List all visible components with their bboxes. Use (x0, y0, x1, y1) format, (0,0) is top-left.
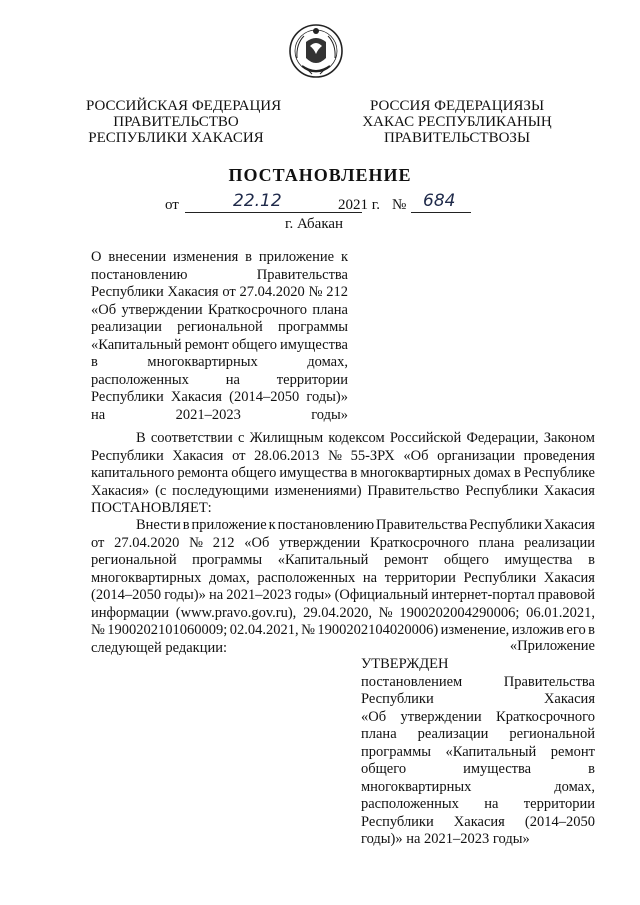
word: «Об (91, 301, 117, 318)
word: региональной (177, 319, 263, 335)
body-line (91, 587, 595, 605)
word: домах, (307, 354, 348, 370)
approval-line (361, 796, 595, 814)
word: реализации (91, 319, 162, 335)
word: ремонта (177, 465, 229, 481)
word: организации (437, 447, 515, 464)
word: правовой (537, 587, 595, 603)
word: от (91, 534, 105, 551)
word: Хакасия (170, 389, 222, 405)
date-underline (185, 212, 362, 213)
word: Законом (543, 430, 595, 446)
word: многоквартирных (147, 354, 258, 370)
subject-line (91, 407, 348, 425)
body-line (91, 552, 595, 570)
word: «Об (361, 708, 387, 725)
word: на (208, 587, 224, 603)
word: Правительства (503, 673, 595, 690)
word: изложив (511, 622, 564, 638)
word: 28.06.2013 (254, 447, 320, 464)
word: «Капитальный (91, 336, 182, 353)
word: на (91, 406, 106, 423)
header-right-line: ПРАВИТЕЛЬСТВОЗЫ (383, 130, 531, 146)
word: Республики (361, 813, 434, 830)
word: 55-ЗРХ (350, 447, 395, 464)
word: 1900202004290006; (399, 604, 520, 621)
word: плана (312, 301, 348, 318)
number-label: № (392, 197, 407, 213)
word: домах (473, 465, 511, 481)
word: годы» (294, 587, 332, 603)
body-line: следующей редакции: (91, 639, 228, 656)
body-line (91, 430, 595, 448)
approval-line (361, 779, 595, 797)
word: приложение (191, 517, 267, 533)
word: 1900202104020006) (317, 622, 439, 638)
word: постановлением (361, 673, 463, 690)
word: 1900202101060009; (107, 622, 228, 638)
approval-block (361, 656, 595, 849)
word: на (225, 371, 240, 388)
approval-line (361, 761, 595, 779)
body-line: ПОСТАНОВЛЯЕТ: (91, 500, 212, 516)
header-right-line: ХАКАС РЕСПУБЛИКАНЫҢ (362, 114, 552, 130)
word: общего (231, 336, 277, 353)
word: Республики (91, 284, 164, 300)
date-year: 2021 г. (338, 197, 380, 213)
word: многоквартирных (360, 465, 471, 481)
word: Правительство (367, 482, 460, 499)
word: общего (443, 552, 489, 568)
word: плана (478, 534, 515, 551)
word: № (301, 622, 315, 638)
word: постановлению (91, 266, 188, 283)
word: В (136, 430, 146, 446)
word: в (350, 465, 358, 481)
word: Хакасия (543, 691, 595, 707)
word: реализации (524, 534, 595, 551)
word: проведения (523, 447, 595, 464)
word: 27.04.2020 (114, 534, 180, 551)
word: в (588, 761, 595, 777)
word: Республики (361, 691, 434, 707)
word: к (340, 249, 348, 265)
header-right-line: РОССИЯ ФЕДЕРАЦИЯЗЫ (369, 98, 545, 114)
word: изменение, (440, 622, 510, 638)
word: ремонт (184, 336, 229, 353)
approval-line (361, 726, 595, 744)
word: Внести (136, 517, 181, 533)
word: от (222, 284, 236, 300)
date-from-label: от (165, 197, 179, 213)
word: № (308, 284, 323, 300)
word: 29.04.2020, (303, 604, 372, 621)
word: № (328, 447, 342, 464)
body-paragraph-2 (91, 517, 595, 657)
approval-line (361, 674, 595, 692)
header-left-line: РОССИЙСКАЯ ФЕДЕРАЦИЯ (86, 98, 282, 114)
word: региональной (509, 726, 595, 742)
word: расположенных (361, 796, 459, 812)
word: годы)» (306, 389, 348, 405)
word: общего (361, 761, 407, 777)
word: приложение (258, 249, 335, 265)
word: в (245, 249, 253, 265)
subject-line (91, 249, 348, 267)
word: Республики (465, 482, 539, 499)
word: 02.04.2021, (229, 622, 299, 638)
word: Республики (91, 389, 164, 405)
subject-line (91, 302, 348, 320)
word: программы (361, 743, 431, 760)
word: (Официальный (334, 587, 429, 603)
word: «Об (403, 447, 429, 464)
body-line (91, 448, 595, 466)
word: домах, (208, 569, 250, 586)
approval-line: годы)» на 2021–2023 годы» (361, 831, 530, 847)
header-left-line: РЕСПУБЛИКИ ХАКАСИЯ (88, 130, 264, 146)
word: Республике (523, 465, 595, 481)
word: Краткосрочного (370, 534, 469, 551)
word: соответствии (150, 430, 233, 446)
word: программы (278, 319, 348, 335)
word: территории (276, 371, 348, 388)
word: (2014–2050 (91, 587, 162, 603)
word: в (588, 622, 595, 638)
word: «Об (244, 534, 270, 551)
approval-line (361, 709, 595, 727)
word: Республики (469, 517, 542, 533)
word: годы)» (164, 587, 206, 603)
word: Жилищным (249, 430, 324, 446)
word: имущества (463, 761, 532, 777)
approval-line (361, 744, 595, 762)
word: ремонт (384, 552, 429, 568)
handwritten-date: 22.12 (233, 191, 282, 211)
word: 27.04.2020 (239, 284, 305, 300)
word: утверждении (279, 534, 361, 551)
approval-line (361, 691, 595, 709)
word: в (91, 354, 98, 370)
word: (с (155, 482, 167, 499)
word: О (91, 249, 102, 265)
body-line (91, 570, 595, 588)
word: «Капитальный (277, 552, 369, 568)
body-line (91, 465, 595, 483)
subject-line (91, 372, 348, 390)
word: постановлению (277, 517, 375, 533)
word: с (237, 430, 245, 446)
word: Хакасия (172, 447, 224, 464)
word: расположенных (91, 371, 189, 388)
word: территории (384, 569, 456, 586)
word: № (91, 622, 105, 638)
word: на (362, 569, 378, 586)
word: на (484, 796, 499, 812)
header-left-line: ПРАВИТЕЛЬСТВО (113, 114, 239, 130)
appendix-label: «Приложение (509, 638, 595, 654)
word: (2014–2050 (229, 389, 300, 405)
word: утверждении (121, 301, 203, 318)
word: Республики (91, 447, 164, 464)
word: в (513, 465, 521, 481)
word: капитального (91, 465, 175, 481)
city-label: г. Абакан (285, 216, 344, 232)
word: Хакасия (543, 482, 595, 499)
word: Хакасия (453, 813, 505, 830)
word: № (378, 604, 393, 621)
subject-line (91, 284, 348, 302)
word: плана (361, 726, 397, 742)
subject-line (91, 267, 348, 285)
word: реализации (417, 726, 489, 742)
word: кодексом (328, 430, 385, 446)
subject-line (91, 354, 348, 372)
word: многоквартирных (91, 569, 202, 586)
word: общего (231, 465, 277, 481)
word: информации (91, 604, 169, 621)
word: (2014–2050 (524, 813, 595, 830)
subject-block (91, 249, 348, 424)
number-underline (411, 212, 471, 213)
word: Краткосрочного (496, 708, 595, 725)
body-line (91, 517, 595, 535)
word: имущества (279, 336, 348, 353)
body-paragraph-1 (91, 430, 595, 518)
word: 2021–2023 (175, 406, 241, 423)
word: годы» (311, 406, 348, 423)
word: в (588, 552, 595, 568)
word: Хакасия» (91, 482, 150, 499)
word: «Капитальный (445, 743, 537, 760)
word: программы (192, 552, 263, 568)
word: 06.01.2021, (526, 604, 595, 621)
word: имущества (504, 552, 573, 568)
word: расположенных (257, 569, 356, 586)
approval-line: УТВЕРЖДЕН (361, 656, 449, 672)
word: внесении (108, 249, 167, 265)
word: изменениями) (274, 482, 362, 499)
word: Республики (463, 569, 537, 586)
header-right-block (362, 98, 552, 146)
word: Правительства (256, 266, 348, 283)
coat-of-arms-icon (288, 22, 344, 80)
word: интернет-портал (431, 587, 535, 603)
subject-line (91, 337, 348, 355)
word: региональной (91, 552, 177, 568)
word: Хакасия (543, 517, 595, 533)
body-line (91, 483, 595, 501)
word: ремонт (550, 743, 595, 760)
word: домах, (554, 778, 595, 795)
word: 212 (212, 534, 235, 551)
word: имущества (279, 465, 348, 481)
approval-line (361, 814, 595, 832)
word: Правительства (376, 517, 468, 533)
word: от (232, 447, 246, 464)
document-title: ПОСТАНОВЛЕНИЕ (228, 165, 412, 185)
header-left-block (86, 98, 282, 146)
body-line (91, 622, 595, 640)
word: Краткосрочного (208, 301, 307, 318)
word: его (566, 622, 586, 638)
word: к (268, 517, 276, 533)
subject-line (91, 389, 348, 407)
word: последующими (172, 482, 269, 499)
word: Федерации, (466, 430, 539, 446)
word: многоквартирных (361, 778, 472, 795)
word: 2021–2023 (226, 587, 292, 603)
word: 212 (326, 284, 348, 300)
word: № (189, 534, 203, 551)
word: Хакасия (167, 284, 219, 300)
word: изменения (173, 249, 239, 265)
word: в (182, 517, 190, 533)
word: (www.pravo.gov.ru), (175, 604, 297, 621)
word: территории (523, 796, 595, 812)
handwritten-number: 684 (423, 191, 456, 211)
body-line (91, 535, 595, 553)
word: Хакасия (543, 569, 595, 586)
subject-line (91, 319, 348, 337)
word: Российской (389, 430, 462, 446)
word: утверждении (400, 708, 482, 725)
body-line (91, 605, 595, 623)
